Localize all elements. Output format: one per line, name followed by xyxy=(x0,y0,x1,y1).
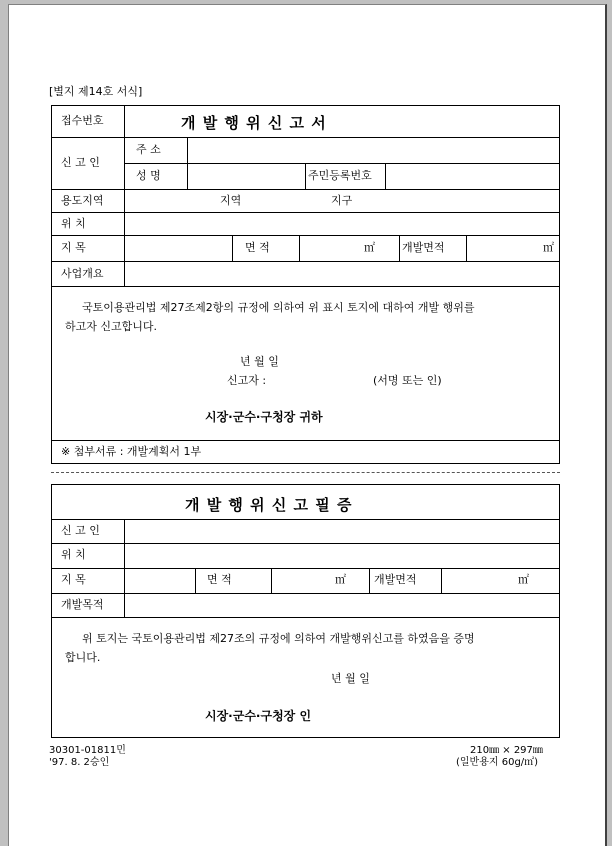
form-code: 30301-01811민 xyxy=(49,745,126,756)
cert-area-unit: ㎡ xyxy=(335,573,346,586)
form-label: [별지 제14호 서식] xyxy=(49,85,143,98)
cert-applicant-label: 신 고 인 xyxy=(61,524,100,537)
zoning-label: 용도지역 xyxy=(61,194,104,207)
sign-note: (서명 또는 인) xyxy=(373,374,442,387)
cert-body-line2: 합니다. xyxy=(65,651,101,664)
district-word: 지구 xyxy=(331,194,353,207)
rrn-label: 주민등록번호 xyxy=(308,169,372,182)
cert-dev-area-label: 개발면적 xyxy=(374,573,417,586)
report-body-line1: 국토이용관리법 제27조제2항의 규정에 의하여 위 표시 토지에 대하여 개발 행위를 xyxy=(82,301,475,314)
cert-location-label: 위 치 xyxy=(61,548,86,561)
project-label: 사업개요 xyxy=(61,267,104,280)
purpose-field[interactable] xyxy=(125,594,559,616)
purpose-label: 개발목적 xyxy=(61,598,104,611)
address-field[interactable] xyxy=(188,138,559,162)
attachment-note: ※ 첨부서류 : 개발계획서 1부 xyxy=(61,445,202,458)
report-recipient: 시장·군수·구청장 귀하 xyxy=(205,410,323,424)
reporter-label: 신고자 : xyxy=(227,374,267,387)
address-label: 주 소 xyxy=(136,143,161,156)
cut-line xyxy=(51,472,560,473)
area-label: 면 적 xyxy=(245,241,270,254)
dev-area-label: 개발면적 xyxy=(402,241,445,254)
area-unit: ㎡ xyxy=(364,241,375,254)
document-page xyxy=(8,4,607,846)
location-field[interactable] xyxy=(125,213,559,234)
name-field[interactable] xyxy=(188,164,304,188)
cert-body-line1: 위 토지는 국토이용관리법 제27조의 규정에 의하여 개발행위신고를 하였음을 증명 xyxy=(82,632,475,645)
paper-size: 210㎜ × 297㎜ xyxy=(470,745,543,756)
dev-area-unit: ㎡ xyxy=(543,241,554,254)
rrn-field[interactable] xyxy=(386,164,559,188)
certificate-title: 개 발 행 위 신 고 필 증 xyxy=(185,496,353,514)
location-label: 위 치 xyxy=(61,217,86,230)
cert-issuer: 시장·군수·구청장 인 xyxy=(205,709,312,723)
report-body-line2: 하고자 신고합니다. xyxy=(65,320,158,333)
project-field[interactable] xyxy=(125,262,559,285)
applicant-label: 신 고 인 xyxy=(61,156,100,169)
report-title: 개 발 행 위 신 고 서 xyxy=(181,114,327,132)
cert-date-line: 년 월 일 xyxy=(331,672,370,685)
cert-land-category-label: 지 목 xyxy=(61,573,86,586)
cert-location-field[interactable] xyxy=(125,544,559,567)
paper-type: (일반용지 60g/㎡) xyxy=(456,757,539,768)
approval-date: '97. 8. 2승인 xyxy=(49,757,110,768)
name-label: 성 명 xyxy=(136,169,161,182)
zone-word: 지역 xyxy=(220,194,242,207)
cert-dev-area-unit: ㎡ xyxy=(518,573,529,586)
cert-area-label: 면 적 xyxy=(207,573,232,586)
report-date-line: 년 월 일 xyxy=(240,355,279,368)
receipt-no-label: 접수번호 xyxy=(61,114,104,127)
land-category-label: 지 목 xyxy=(61,241,86,254)
land-category-field[interactable] xyxy=(125,236,231,260)
cert-land-category-field[interactable] xyxy=(125,569,194,592)
cert-applicant-field[interactable] xyxy=(125,520,559,542)
